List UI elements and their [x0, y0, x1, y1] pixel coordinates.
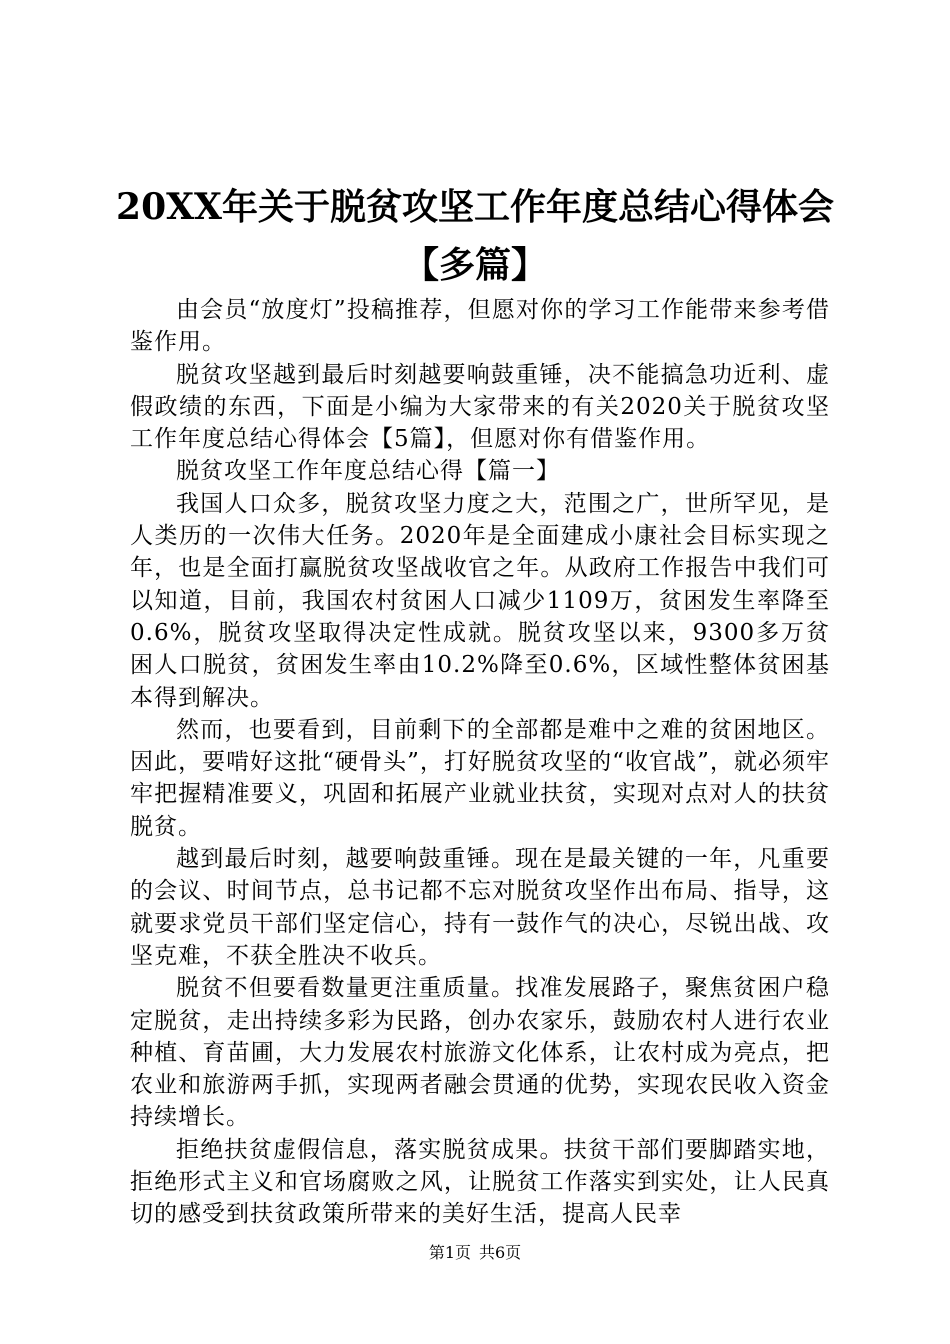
title-line-2: 【多篇】 — [402, 244, 547, 286]
document-body — [130, 294, 830, 1231]
paragraph-intro: 由会员“放度灯”投稿推荐，但愿对你的学习工作能带来参考借鉴作用。 — [130, 297, 830, 356]
paragraph: 越到最后时刻，越要响鼓重锤。现在是最关键的一年，凡重要的会议、时间节点，总书记都不忘对脱贫攻坚作出布局、指导，这就要求党员干部们坚定信心，持有一鼓作气的决心，尽锐出战、攻坚克难，不获全胜决不收兵。 — [130, 846, 830, 969]
section-heading: 脱贫攻坚工作年度总结心得【篇一】 — [176, 458, 560, 485]
title-line-1: 20XX年关于脱贫攻坚工作年度总结心得体会 — [116, 186, 834, 228]
document-title — [0, 178, 950, 294]
paragraph: 然而，也要看到，目前剩下的全部都是难中之难的贫困地区。因此，要啃好这批“硬骨头”，打好脱贫攻坚的“收官战”，就必须牢牢把握精准要义，巩固和拓展产业就业扶贫，实现对点对人的扶贫脱贫。 — [130, 716, 830, 840]
page-footer — [0, 1243, 950, 1263]
page-total: 共6页 — [479, 1243, 522, 1262]
paragraph: 脱贫不但要看数量更注重质量。找准发展路子，聚焦贫困户稳定脱贫，走出持续多彩为民路，创办农家乐，鼓励农村人进行农业种植、育苗圃，大力发展农村旅游文化体系，让农村成为亮点，把农业和旅游两手抓，实现两者融会贯通的优势，实现农民收入资金持续增长。 — [130, 975, 830, 1131]
paragraph-summary: 脱贫攻坚越到最后时刻越要响鼓重锤，决不能搞急功近利、虚假政绩的东西，下面是小编为大家带来的有关2020关于脱贫攻坚工作年度总结心得体会【5篇】，但愿对你有借鉴作用。 — [130, 361, 830, 453]
paragraph: 拒绝扶贫虚假信息，落实脱贫成果。扶贫干部们要脚踏实地，拒绝形式主义和官场腐败之风，让脱贫工作落实到实处，让人民真切的感受到扶贫政策所带来的美好生活，提高人民幸 — [130, 1136, 830, 1228]
paragraph: 我国人口众多，脱贫攻坚力度之大，范围之广，世所罕见，是人类历的一次伟大任务。2020年是全面建成小康社会目标实现之年，也是全面打赢脱贫攻坚战收官之年。从政府工作报告中我们可以知道，目前，我国农村贫困人口减少1109万，贫困发生率降至0.6%，脱贫攻坚取得决定性成就。脱贫攻坚以来，9300多万贫困人口脱贫，贫困发生率由10.2%降至0.6%，区域性整体贫困基本得到解决。 — [130, 490, 830, 711]
page-number: 第1页 — [428, 1243, 471, 1262]
